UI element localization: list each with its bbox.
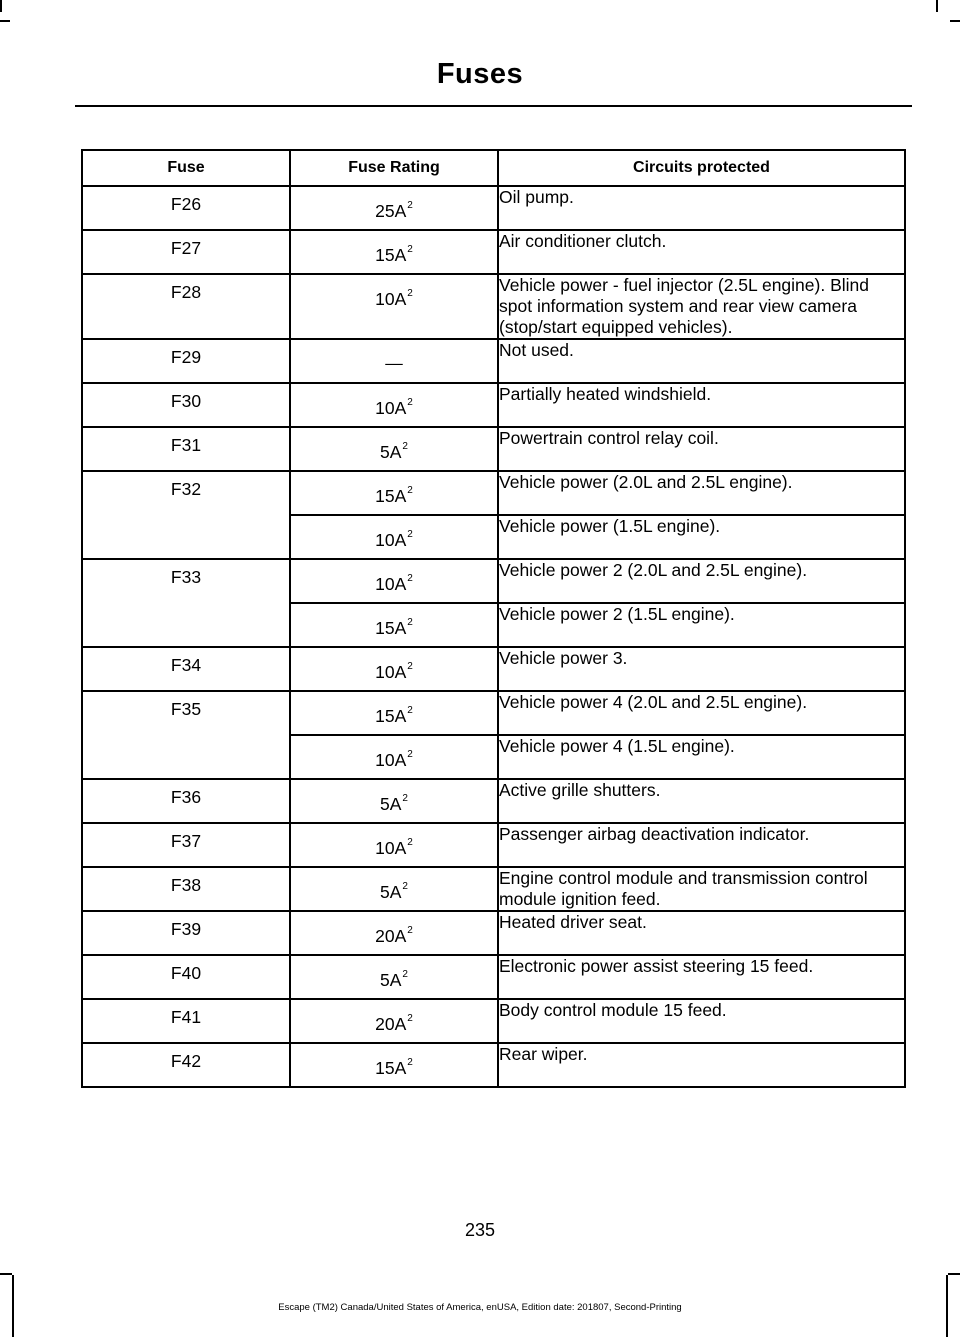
fuse-rating [375, 1044, 413, 1079]
fuse-id: F30 [170, 391, 202, 411]
table-row [82, 559, 905, 603]
fuse-rating [375, 472, 413, 507]
circuit-description: Vehicle power 4 (2.0L and 2.5L engine). [498, 691, 905, 735]
fuse-rating-cell [290, 274, 498, 339]
footnote-marker: 2 [407, 244, 413, 255]
fuse-id: F40 [170, 963, 202, 983]
circuit-description: Electronic power assist steering 15 feed. [498, 955, 905, 999]
column-header-fuse: Fuse [82, 150, 290, 186]
table-row [82, 647, 905, 691]
circuit-description: Vehicle power 3. [498, 647, 905, 691]
fuse-rating [375, 516, 413, 551]
circuit-description: Vehicle power 4 (1.5L engine). [498, 735, 905, 779]
table-row [82, 274, 905, 339]
table-row [82, 823, 905, 867]
fuse-id-cell [82, 230, 290, 274]
circuit-description: Engine control module and transmission control module ignition feed. [498, 867, 905, 911]
fuse-rating-value: 25A [375, 201, 407, 221]
fuse-rating [375, 384, 413, 419]
crop-mark-bottom-left-h [0, 1273, 12, 1275]
fuse-id-cell [82, 647, 290, 691]
table-row [82, 186, 905, 230]
fuse-rating [380, 780, 408, 815]
circuit-description: Powertrain control relay coil. [498, 427, 905, 471]
circuit-description: Vehicle power 2 (2.0L and 2.5L engine). [498, 559, 905, 603]
fuse-rating-cell [290, 230, 498, 274]
footnote-marker: 2 [407, 749, 413, 760]
table-row [82, 471, 905, 515]
fuse-id-cell [82, 999, 290, 1043]
fuse-rating-cell [290, 559, 498, 603]
footnote-marker: 2 [407, 925, 413, 936]
fuse-id-cell [82, 427, 290, 471]
fuse-id-cell [82, 779, 290, 823]
fuse-id-cell [82, 383, 290, 427]
fuse-id-cell [82, 911, 290, 955]
fuse-rating [375, 648, 413, 683]
fuse-rating-value: 10A [375, 530, 407, 550]
page-title: Fuses [436, 58, 524, 90]
circuit-description: Active grille shutters. [498, 779, 905, 823]
fuse-rating-value: 10A [375, 289, 407, 309]
table-row [82, 339, 905, 383]
fuse-rating-cell [290, 691, 498, 735]
fuse-rating-cell [290, 867, 498, 911]
table-row [82, 867, 905, 911]
footnote-marker: 2 [407, 288, 413, 299]
table-row [82, 999, 905, 1043]
footnote-marker: 2 [407, 397, 413, 408]
table-row [82, 1043, 905, 1087]
fuse-rating-value: 5A [380, 882, 402, 902]
fuse-rating-value: 5A [380, 970, 402, 990]
fuse-rating [380, 428, 408, 463]
fuse-id-cell [82, 867, 290, 911]
circuit-description: Heated driver seat. [498, 911, 905, 955]
fuse-rating [375, 604, 413, 639]
fuse-id: F41 [170, 1007, 202, 1027]
table-row [82, 779, 905, 823]
table-row [82, 427, 905, 471]
fuse-rating [375, 560, 413, 595]
fuse-id: F29 [170, 347, 202, 367]
fuse-rating-cell [290, 955, 498, 999]
page-footer: Escape (TM2) Canada/United States of America, enUSA, Edition date: 201807, Second-Printing [278, 1302, 682, 1313]
fuse-rating-value: 5A [380, 794, 402, 814]
footnote-marker: 2 [407, 1057, 413, 1068]
fuse-id-cell [82, 471, 290, 559]
crop-mark-top-right [936, 0, 938, 12]
fuse-rating-value: 5A [380, 442, 402, 462]
fuse-rating-value: 15A [375, 245, 407, 265]
fuse-rating-value: 10A [375, 574, 407, 594]
footnote-marker: 2 [407, 617, 413, 628]
footnote-marker: 2 [402, 969, 408, 980]
fuse-id: F26 [170, 194, 202, 214]
fuse-rating-cell [290, 339, 498, 383]
fuse-table [81, 149, 906, 1088]
circuit-description: Vehicle power (2.0L and 2.5L engine). [498, 471, 905, 515]
fuse-rating-cell [290, 427, 498, 471]
circuit-description: Vehicle power (1.5L engine). [498, 515, 905, 559]
circuit-description: Not used. [498, 339, 905, 383]
fuse-rating [375, 824, 413, 859]
circuit-description: Body control module 15 feed. [498, 999, 905, 1043]
fuse-id-cell [82, 339, 290, 383]
crop-mark-bottom-right-h [948, 1273, 960, 1275]
fuse-id-cell [82, 274, 290, 339]
footnote-marker: 2 [407, 485, 413, 496]
fuse-rating [375, 231, 413, 266]
fuse-rating [380, 868, 408, 903]
fuse-rating-value: 20A [375, 926, 407, 946]
footnote-marker: 2 [407, 837, 413, 848]
fuse-id: F39 [170, 919, 202, 939]
fuse-rating [385, 340, 403, 374]
fuse-id: F38 [170, 875, 202, 895]
table-row [82, 691, 905, 735]
circuit-description: Vehicle power - fuel injector (2.5L engine). Blind spot information system and rear view camera (stop/start equipped vehicles). [498, 274, 905, 339]
circuit-description: Rear wiper. [498, 1043, 905, 1087]
fuse-rating [375, 1000, 413, 1035]
crop-mark-top-left-h [0, 20, 10, 22]
fuse-rating [375, 736, 413, 771]
fuse-rating-cell [290, 1043, 498, 1087]
circuit-description: Passenger airbag deactivation indicator. [498, 823, 905, 867]
fuse-rating-value: 10A [375, 398, 407, 418]
fuse-rating-cell [290, 779, 498, 823]
footnote-marker: 2 [407, 1013, 413, 1024]
title-divider [75, 105, 912, 107]
circuit-description: Partially heated windshield. [498, 383, 905, 427]
fuse-rating-value: 15A [375, 486, 407, 506]
fuse-id-cell [82, 559, 290, 647]
footnote-marker: 2 [402, 881, 408, 892]
table-header-row [82, 150, 905, 186]
column-header-circuits-protected: Circuits protected [498, 150, 905, 186]
footnote-marker: 2 [407, 200, 413, 211]
fuse-rating-cell [290, 999, 498, 1043]
circuit-description: Air conditioner clutch. [498, 230, 905, 274]
fuse-rating-cell [290, 603, 498, 647]
footnote-marker: 2 [407, 661, 413, 672]
fuse-rating-cell [290, 647, 498, 691]
fuse-id: F35 [170, 699, 202, 719]
fuse-rating [375, 692, 413, 727]
fuse-id-cell [82, 1043, 290, 1087]
table-row [82, 383, 905, 427]
footnote-marker: 2 [407, 529, 413, 540]
fuse-id: F31 [170, 435, 202, 455]
circuit-description: Oil pump. [498, 186, 905, 230]
fuse-rating-value: 10A [375, 750, 407, 770]
page-number: 235 [464, 1220, 496, 1240]
fuse-rating-cell [290, 186, 498, 230]
fuse-rating [375, 912, 413, 947]
fuse-rating [375, 275, 413, 310]
footnote-marker: 2 [402, 441, 408, 452]
fuse-rating-value: 15A [375, 706, 407, 726]
fuse-id-cell [82, 691, 290, 779]
fuse-rating-cell [290, 823, 498, 867]
fuse-id: F42 [170, 1051, 202, 1071]
crop-mark-top-right-h [950, 20, 960, 22]
table-row [82, 230, 905, 274]
crop-mark-top-left [0, 0, 2, 12]
fuse-rating-cell [290, 515, 498, 559]
fuse-rating-value: — [385, 353, 403, 373]
fuse-id: F36 [170, 787, 202, 807]
fuse-id: F33 [170, 567, 202, 587]
fuse-id: F34 [170, 655, 202, 675]
fuse-rating-value: 20A [375, 1014, 407, 1034]
fuse-rating-value: 10A [375, 662, 407, 682]
circuit-description: Vehicle power 2 (1.5L engine). [498, 603, 905, 647]
footnote-marker: 2 [402, 793, 408, 804]
fuse-rating-cell [290, 471, 498, 515]
fuse-rating-cell [290, 911, 498, 955]
fuse-rating-value: 15A [375, 1058, 407, 1078]
fuse-id: F28 [170, 282, 202, 302]
fuse-rating-value: 15A [375, 618, 407, 638]
table-row [82, 955, 905, 999]
fuse-id-cell [82, 955, 290, 999]
fuse-rating-cell [290, 735, 498, 779]
footnote-marker: 2 [407, 705, 413, 716]
table-row [82, 911, 905, 955]
fuse-rating [380, 956, 408, 991]
fuse-rating-cell [290, 383, 498, 427]
footnote-marker: 2 [407, 573, 413, 584]
fuse-id: F37 [170, 831, 202, 851]
fuse-rating-value: 10A [375, 838, 407, 858]
fuse-id-cell [82, 186, 290, 230]
fuse-id: F27 [170, 238, 202, 258]
column-header-fuse-rating: Fuse Rating [290, 150, 498, 186]
fuse-id: F32 [170, 479, 202, 499]
fuse-rating [375, 187, 413, 222]
fuse-id-cell [82, 823, 290, 867]
